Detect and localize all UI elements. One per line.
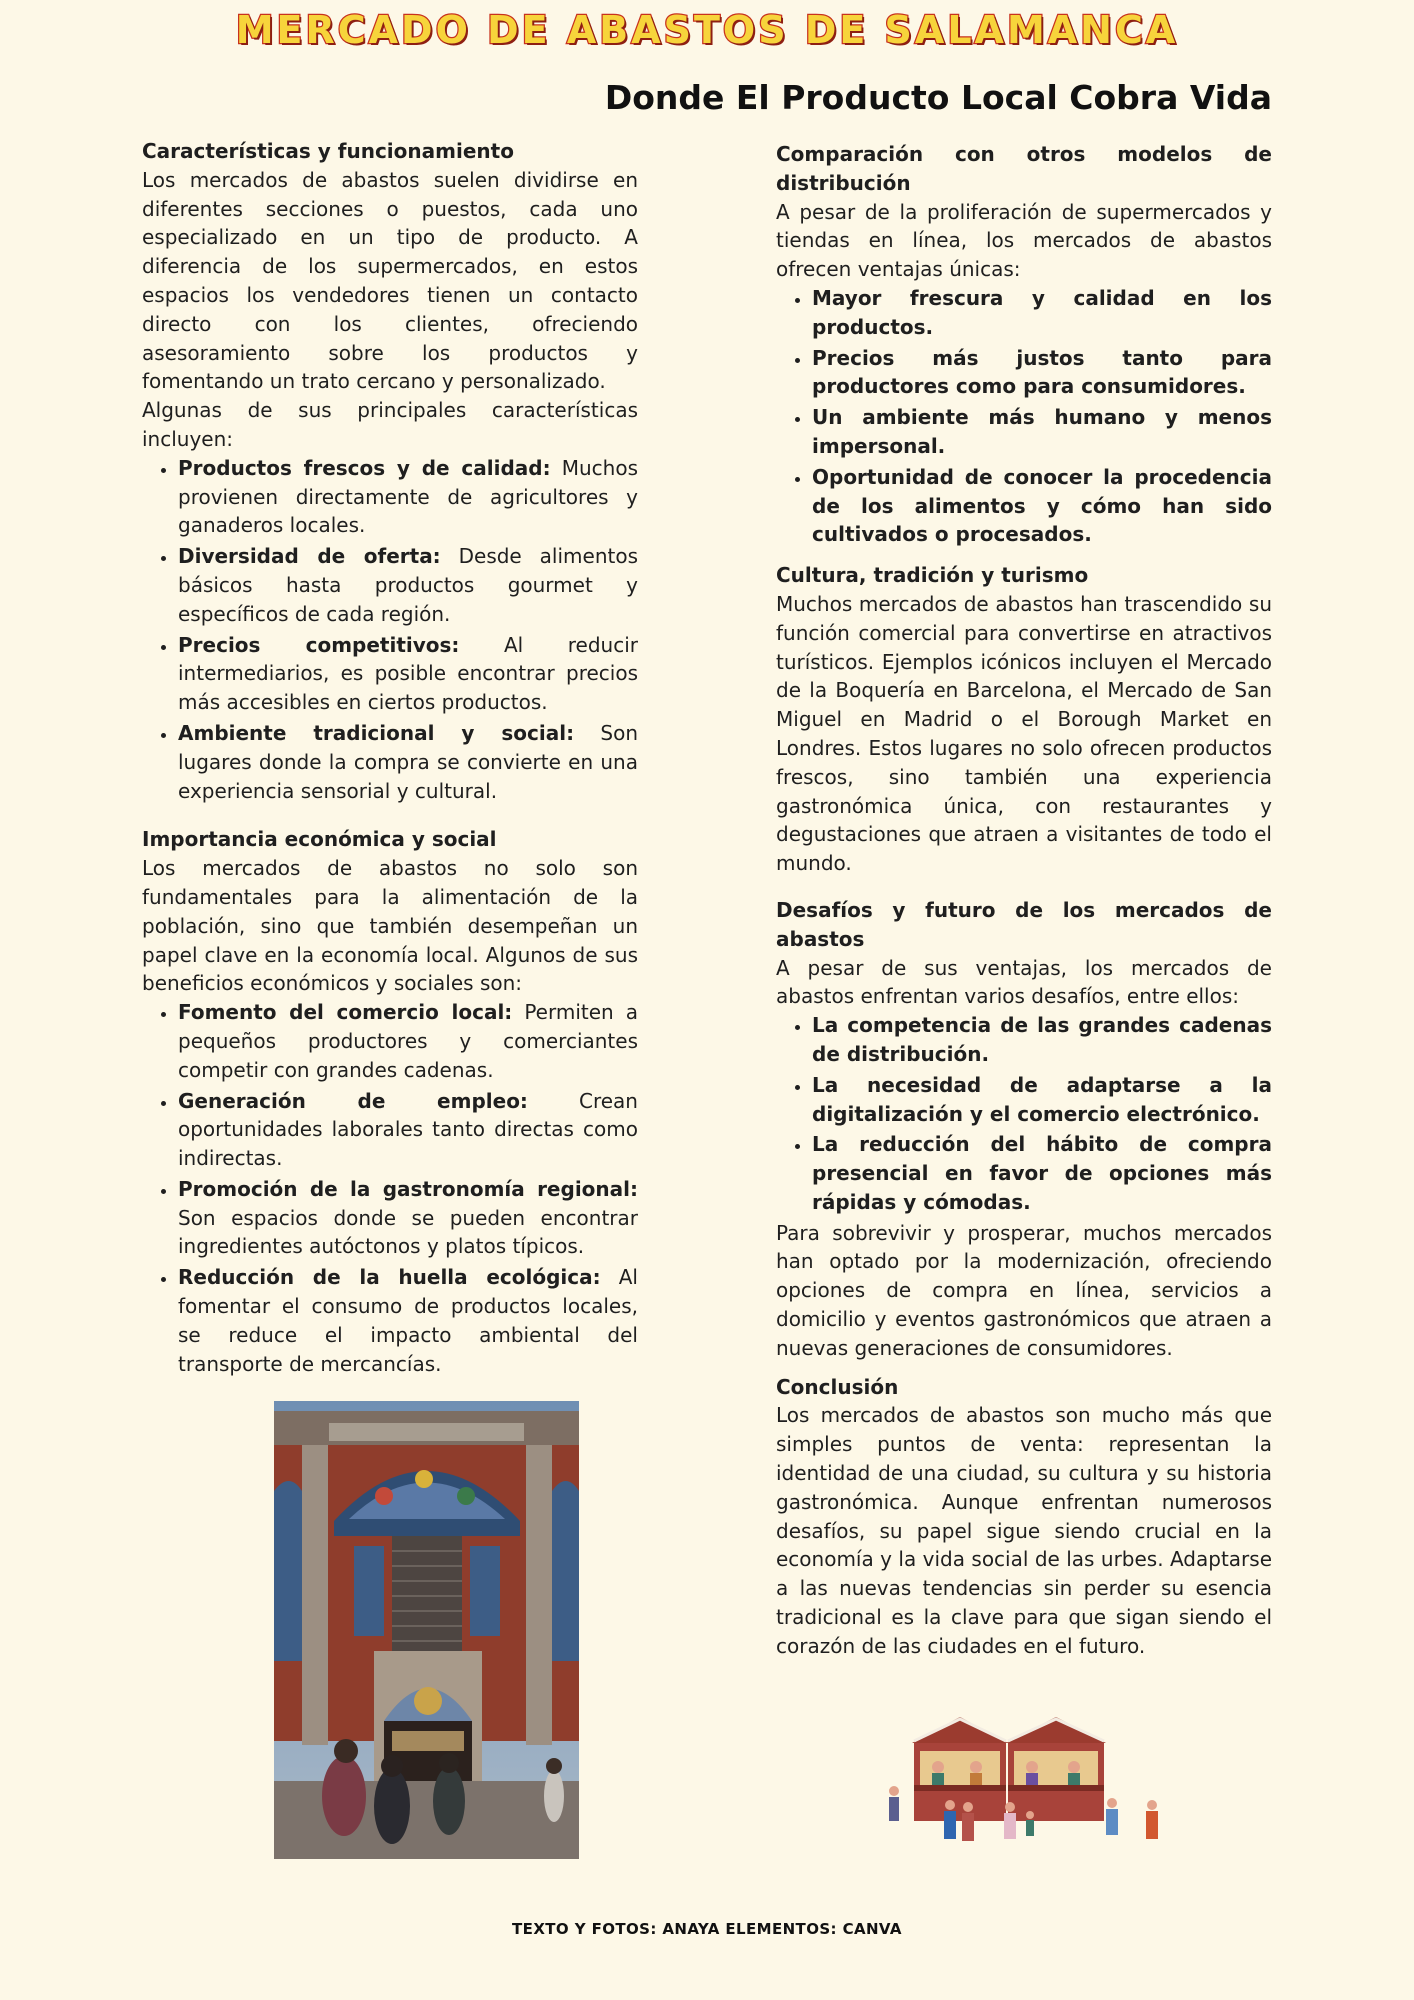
list-item: • Precios competitivos: Al reducir intermediarios, es posible encontrar precios más accesibles en ciertos productos.: [178, 631, 638, 717]
list-item: • Oportunidad de conocer la procedencia de los alimentos y cómo han sido cultivados o procesados.: [812, 463, 1272, 549]
list-item: • Ambiente tradicional y social: Son lugares donde la compra se convierte en una experiencia sensorial y cultural.: [178, 719, 638, 805]
paragraph: A pesar de sus ventajas, los mercados de abastos enfrentan varios desafíos, entre ellos:: [776, 955, 1272, 1009]
credits-footer: TEXTO Y FOTOS: ANAYA ELEMENTOS: CANVA: [512, 1920, 902, 1938]
list-item: • La necesidad de adaptarse a la digitalización y el comercio electrónico.: [812, 1071, 1272, 1129]
left-column: [142, 137, 638, 1380]
characteristics-list: [142, 454, 638, 806]
list-item: • Un ambiente más humano y menos impersonal.: [812, 403, 1272, 461]
paragraph: Los mercados de abastos suelen dividirse en diferentes secciones o puestos, cada uno especializado en un tipo de producto. A diferencia de los supermercados, en estos espacios los vendedores tienen un contacto directo con los clientes, ofreciendo asesoramiento sobre los productos y fomentando un trato cercano y personalizado.: [142, 167, 638, 394]
list-item: • Fomento del comercio local: Permiten a pequeños productores y comerciantes competir con grandes cadenas.: [178, 998, 638, 1084]
list-item: • Generación de empleo: Crean oportunidades laborales tanto directas como indirectas.: [178, 1087, 638, 1173]
list-item: • Mayor frescura y calidad en los productos.: [812, 284, 1272, 342]
advantages-list: [776, 284, 1272, 549]
benefits-list: [142, 998, 638, 1378]
section-heading-desafios: Desafíos y futuro de los mercados de abastos: [776, 897, 1272, 951]
paragraph: Los mercados de abastos son mucho más que simples puntos de venta: representan la identidad de una ciudad, su cultura y su historia gastronómica. Aunque enfrentan numerosos desafíos, su papel sigue siendo crucial en la economía y la vida social de las urbes. Adaptarse a las nuevas tendencias sin perder su esencia tradicional es la clave para que sigan siendo el corazón de las ciudades en el futuro.: [776, 1403, 1272, 1658]
section-heading-cultura: Cultura, tradición y turismo: [776, 563, 1089, 588]
page-subtitle: Donde El Producto Local Cobra Vida: [604, 78, 1272, 117]
page-title: MERCADO DE ABASTOS DE SALAMANCA: [235, 8, 1179, 52]
paragraph: A pesar de la proliferación de supermercados y tiendas en línea, los mercados de abastos ofrecen ventajas únicas:: [776, 199, 1272, 282]
right-column: [776, 140, 1272, 1661]
section-heading-caracteristicas: Características y funcionamiento: [142, 139, 514, 163]
market-stalls-illustration: [880, 1713, 1170, 1853]
paragraph: Muchos mercados de abastos han trascendido su función comercial para convertirse en atractivos turísticos. Ejemplos icónicos incluyen el Mercado de la Boquería en Barcelona, el Mercado de San Miguel en Madrid o el Borough Market en Londres. Estos lugares no solo ofrecen productos frescos, sino también una experiencia gastronómica única, con restaurantes y degustaciones que atraen a visitantes de todo el mundo.: [776, 591, 1272, 876]
list-item: • Diversidad de oferta: Desde alimentos básicos hasta productos gourmet y específicos de cada región.: [178, 542, 638, 628]
section-heading-importancia: Importancia económica y social: [142, 827, 497, 852]
section-heading-comparacion: Comparación con otros modelos de distribución: [776, 142, 1272, 195]
paragraph: Los mercados de abastos no solo son fundamentales para la alimentación de la población, sino que también desempeñan un papel clave en la economía local. Algunos de sus beneficios económicos y sociales son:: [142, 856, 638, 996]
market-photo: [274, 1401, 579, 1859]
list-item: • Precios más justos tanto para productores como para consumidores.: [812, 344, 1272, 402]
list-item: • La competencia de las grandes cadenas de distribución.: [812, 1011, 1272, 1069]
list-item: • La reducción del hábito de compra presencial en favor de opciones más rápidas y cómodas.: [812, 1130, 1272, 1216]
paragraph: Para sobrevivir y prosperar, muchos mercados han optado por la modernización, ofreciendo opciones de compra en línea, servicios a domicilio y eventos gastronómicos que atraen a nuevas generaciones de consumidores.: [776, 1220, 1272, 1360]
list-item: • Promoción de la gastronomía regional: Son espacios donde se pueden encontrar ingredientes autóctonos y platos típicos.: [178, 1175, 638, 1261]
list-item: • Productos frescos y de calidad: Muchos provienen directamente de agricultores y ganaderos locales.: [178, 454, 638, 540]
challenges-list: [776, 1011, 1272, 1217]
list-item: • Reducción de la huella ecológica: Al fomentar el consumo de productos locales, se reduce el impacto ambiental del transporte de mercancías.: [178, 1263, 638, 1378]
paragraph: Algunas de sus principales características incluyen:: [142, 398, 638, 451]
section-heading-conclusion: Conclusión: [776, 1374, 899, 1399]
